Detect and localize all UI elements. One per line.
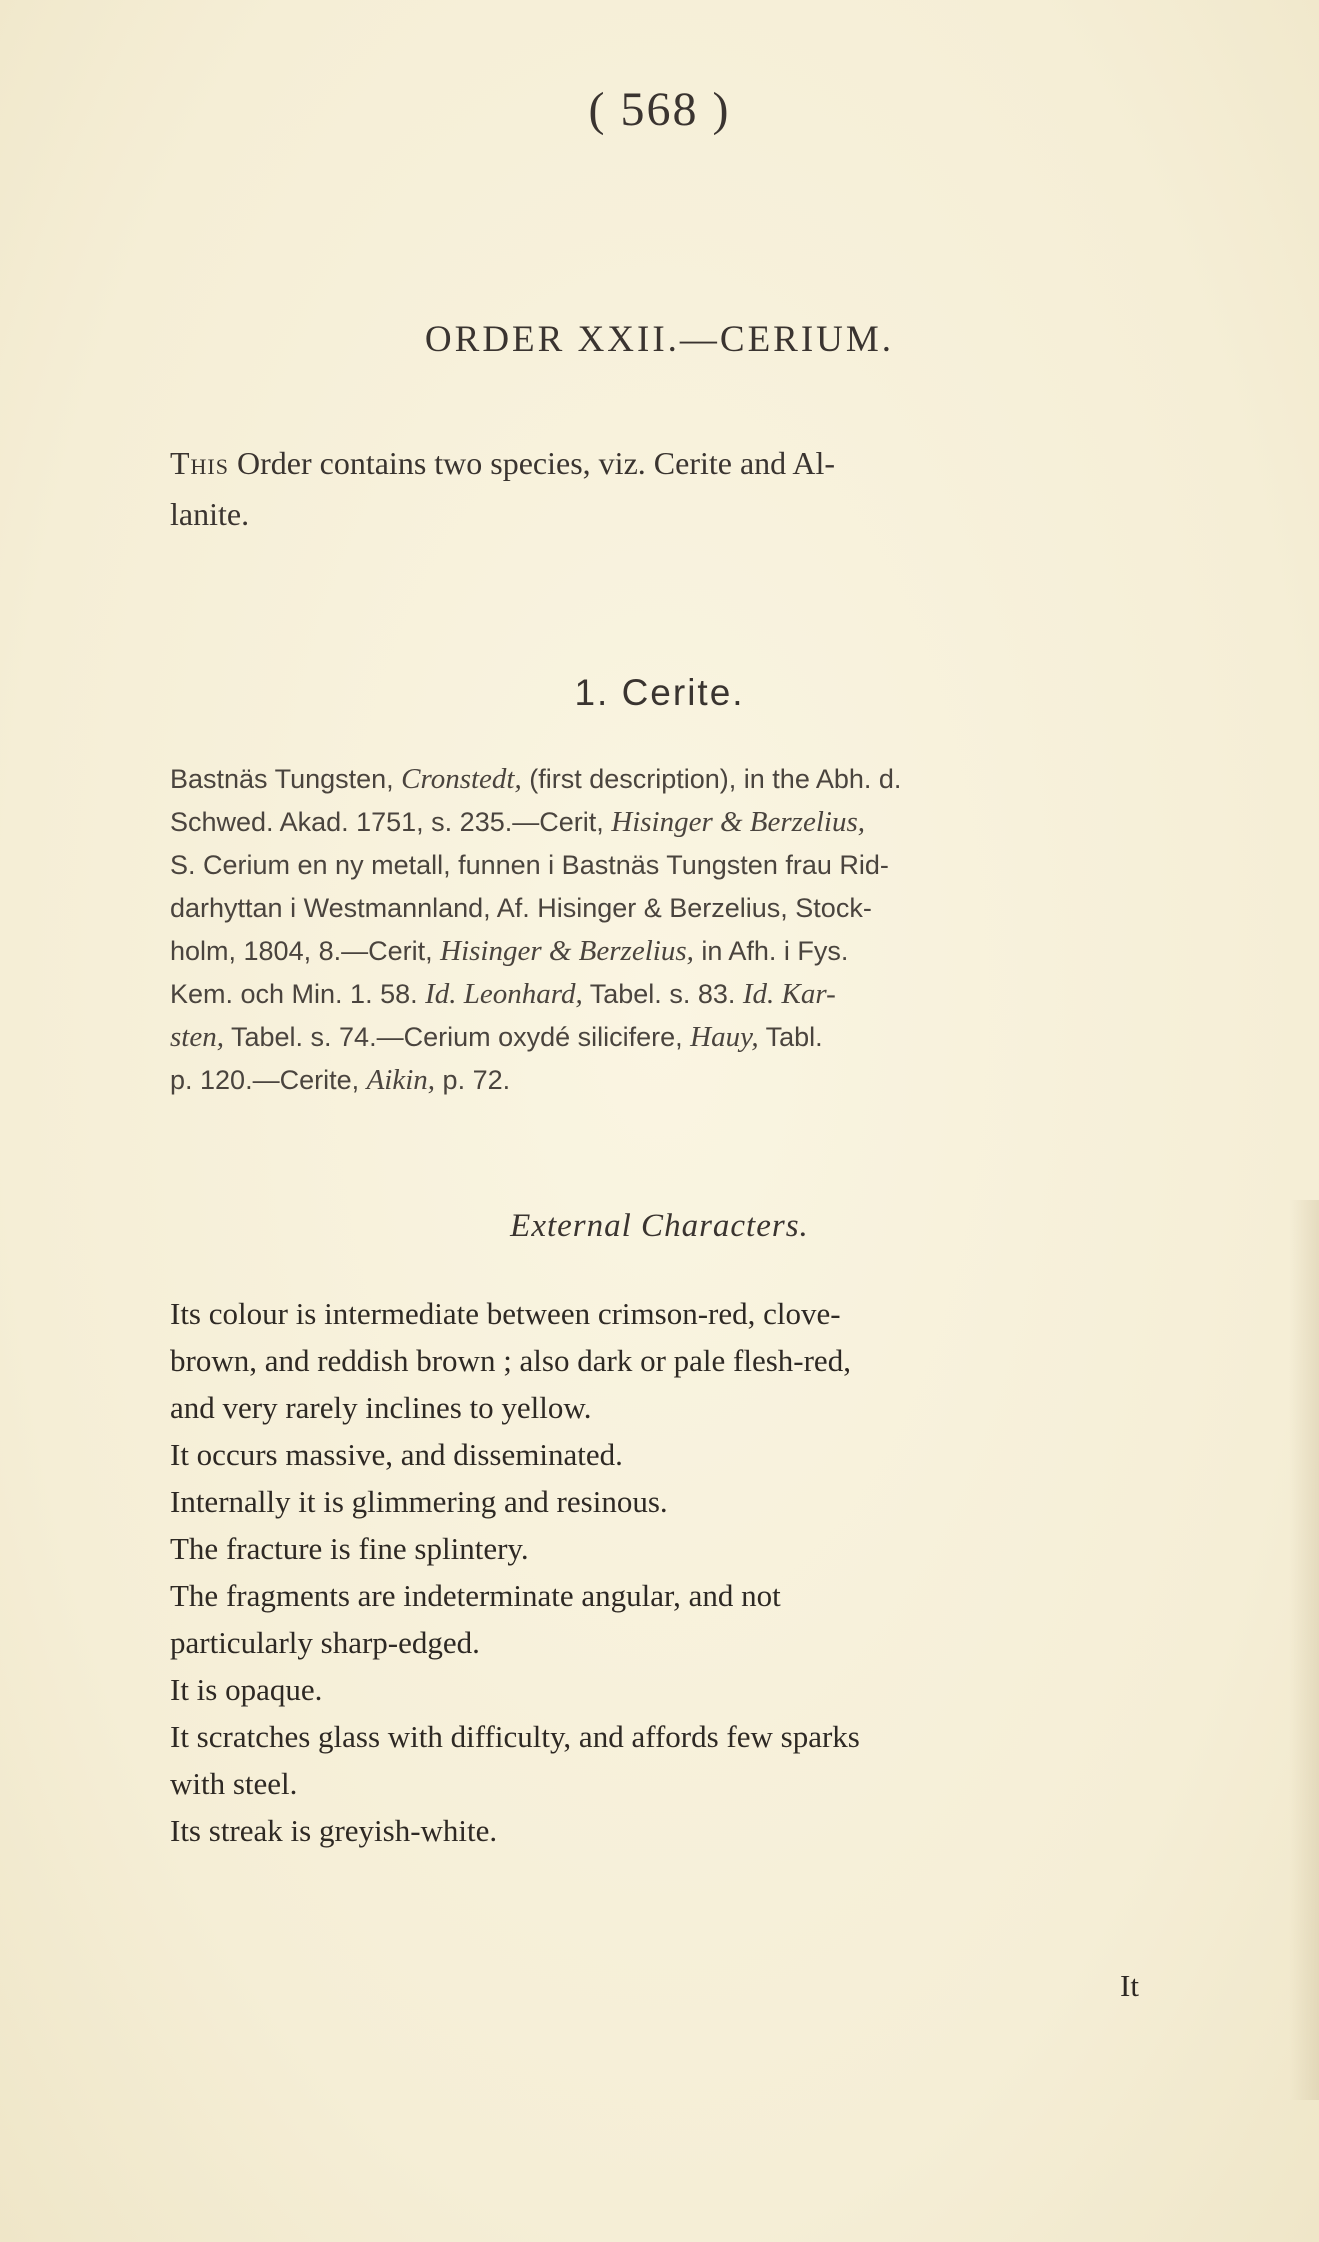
characters-line: The fragments are indeterminate angular, and not (170, 1578, 781, 1613)
synonymy-line-2 (170, 801, 1180, 844)
synonymy-author: Hisinger & Berzelius, (440, 935, 694, 967)
characters-line: The fracture is fine splintery. (170, 1531, 529, 1566)
intro-line-2: lanite. (170, 496, 250, 532)
synonymy-text: Bastnäs Tungsten, (170, 764, 402, 794)
characters-text (170, 1290, 1180, 1854)
synonymy-line-1 (170, 758, 1180, 801)
characters-line: with steel. (170, 1766, 298, 1801)
synonymy-author: Aikin, (366, 1064, 436, 1096)
characters-line: Its streak is greyish-white. (170, 1813, 498, 1848)
catchword: It (1120, 1968, 1139, 2003)
synonymy-author: Id. Leonhard, (425, 978, 583, 1010)
synonymy-line-5 (170, 930, 1180, 973)
synonymy-author: Hauy, (690, 1021, 759, 1053)
synonymy-text: p. 72. (435, 1065, 511, 1095)
synonymy-line-8 (170, 1059, 1180, 1102)
characters-line: It occurs massive, and disseminated. (170, 1437, 623, 1472)
intro-paragraph (170, 438, 1180, 540)
synonymy-block (170, 758, 1180, 1102)
characters-line: Internally it is glimmering and resinous. (170, 1484, 668, 1519)
synonymy-text: Tabel. s. 83. (582, 979, 743, 1009)
intro-lead-word: This (170, 445, 229, 481)
characters-line: It is opaque. (170, 1672, 323, 1707)
synonymy-text: Tabel. s. 74.—Cerium oxydé silicifere, (223, 1022, 691, 1052)
characters-line: particularly sharp-edged. (170, 1625, 480, 1660)
synonymy-text: Schwed. Akad. 1751, s. 235.—Cerit, (170, 807, 612, 837)
section-heading: External Characters. (510, 1208, 809, 1244)
synonymy-line-6 (170, 973, 1180, 1016)
synonymy-author: Hisinger & Berzelius, (611, 806, 865, 838)
synonymy-line-7 (170, 1016, 1180, 1059)
synonymy-text: holm, 1804, 8.—Cerit, (170, 936, 441, 966)
characters-line: Its colour is intermediate between crimson-red, clove- (170, 1296, 841, 1331)
page-edge-shading (1289, 1200, 1319, 2100)
synonymy-text: Tabl. (758, 1022, 823, 1052)
characters-line: brown, and reddish brown ; also dark or pale flesh-red, (170, 1343, 851, 1378)
synonymy-author: Cronstedt, (401, 763, 522, 795)
order-title: ORDER XXII.—CERIUM. (424, 319, 895, 360)
intro-line-1 (170, 438, 1180, 489)
species-heading: 1. Cerite. (574, 672, 745, 713)
page-number: ( 568 ) (588, 83, 731, 136)
synonymy-author: sten, (170, 1021, 224, 1053)
intro-line-1-text: Order contains two species, viz. Cerite and Al- (229, 445, 836, 481)
synonymy-line-3: S. Cerium en ny metall, funnen i Bastnäs Tungsten frau Rid- (170, 850, 889, 880)
characters-line: and very rarely inclines to yellow. (170, 1390, 592, 1425)
synonymy-text: Kem. och Min. 1. 58. (170, 979, 426, 1009)
synonymy-line-4: darhyttan i Westmannland, Af. Hisinger & Berzelius, Stock- (170, 893, 872, 923)
synonymy-text: in Afh. i Fys. (693, 936, 849, 966)
characters-line: It scratches glass with difficulty, and affords few sparks (170, 1719, 860, 1754)
synonymy-author: Id. Kar- (742, 978, 836, 1010)
synonymy-text: p. 120.—Cerite, (170, 1065, 367, 1095)
synonymy-text: (first description), in the Abh. d. (521, 764, 902, 794)
